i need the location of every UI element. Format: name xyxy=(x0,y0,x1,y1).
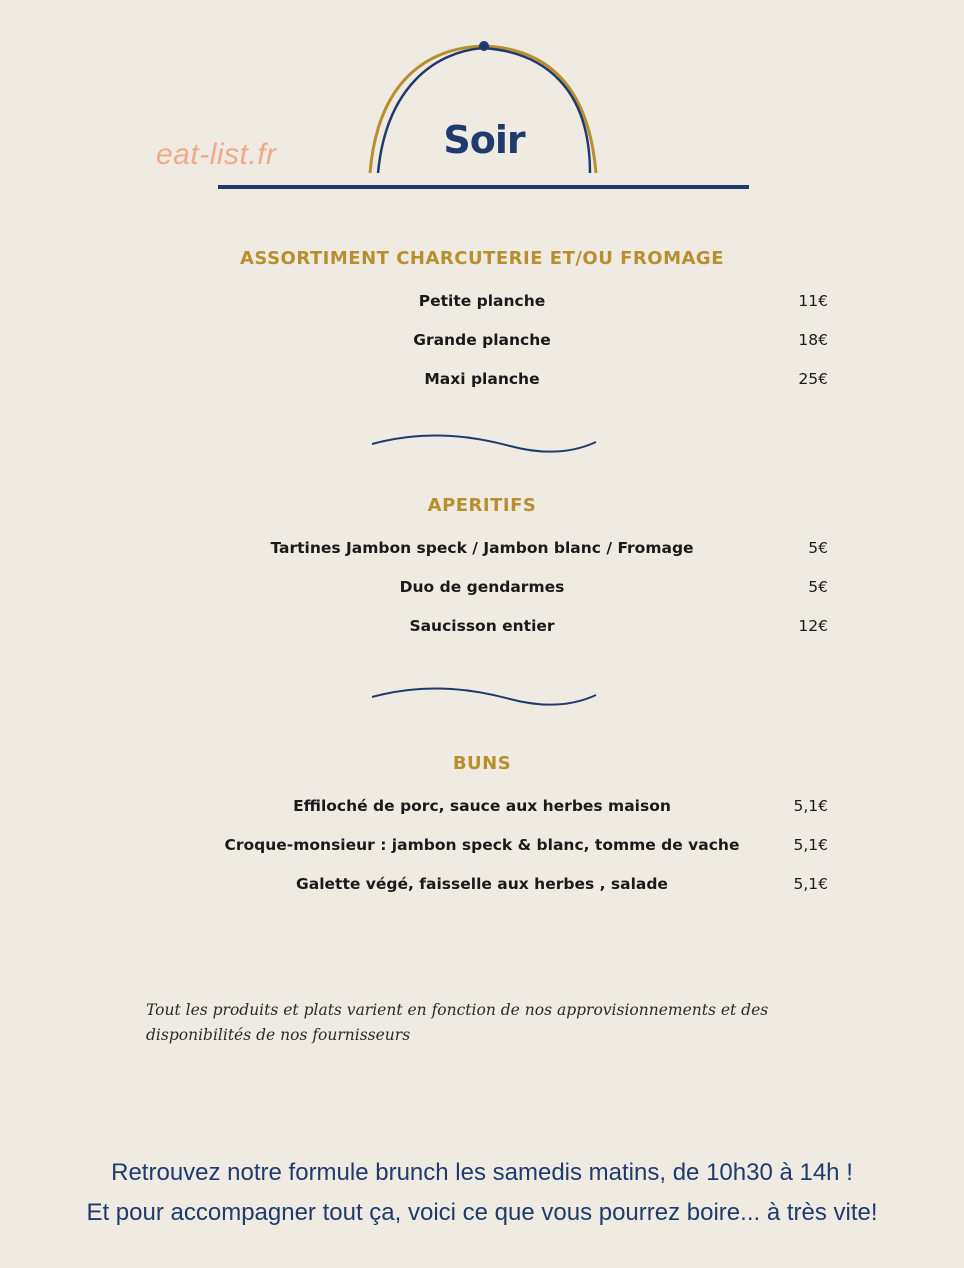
footer-line-drinks: Et pour accompagner tout ça, voici ce que vous pourrez boire... à très vite! xyxy=(86,1199,878,1226)
menu-item-price: 5€ xyxy=(808,539,828,557)
menu-item xyxy=(0,370,964,392)
menu-item xyxy=(0,617,964,639)
menu-item xyxy=(0,539,964,561)
menu-item-price: 25€ xyxy=(798,370,828,388)
menu-item-price: 5€ xyxy=(808,578,828,596)
menu-item-name: Petite planche xyxy=(418,292,546,310)
menu-item xyxy=(0,331,964,353)
section-title-charcuterie: ASSORTIMENT CHARCUTERIE ET/OU FROMAGE xyxy=(240,248,724,269)
menu-item xyxy=(0,875,964,897)
menu-item-price: 5,1€ xyxy=(793,797,828,815)
menu-item-name: Duo de gendarmes xyxy=(399,578,565,596)
menu-item-name: Saucisson entier xyxy=(409,617,555,635)
menu-item-name: Grande planche xyxy=(413,331,551,349)
menu-item-name: Galette végé, faisselle aux herbes , salade xyxy=(296,875,668,893)
menu-item-name: Tartines Jambon speck / Jambon blanc / Fromage xyxy=(270,539,694,557)
menu-item xyxy=(0,797,964,819)
menu-item-price: 11€ xyxy=(798,292,828,310)
menu-item xyxy=(0,292,964,314)
wave-divider xyxy=(370,428,600,458)
menu-item xyxy=(0,836,964,858)
header-rule xyxy=(218,185,749,189)
menu-item-name: Croque-monsieur : jambon speck & blanc, tomme de vache xyxy=(224,836,740,854)
note-line: disponibilités de nos fournisseurs xyxy=(146,1026,411,1044)
note-line: Tout les produits et plats varient en fonction de nos approvisionnements et des xyxy=(146,1001,769,1019)
section-title-buns: BUNS xyxy=(452,753,512,774)
menu-item-name: Maxi planche xyxy=(424,370,540,388)
menu-item xyxy=(0,578,964,600)
section-title-aperitifs: APERITIFS xyxy=(427,495,537,516)
menu-item-price: 5,1€ xyxy=(793,836,828,854)
availability-note xyxy=(146,998,786,1048)
wave-divider xyxy=(370,681,600,711)
footer-line-brunch: Retrouvez notre formule brunch les samedis matins, de 10h30 à 14h ! xyxy=(111,1159,853,1186)
page-title: Soir xyxy=(443,118,525,162)
menu-item-name: Effiloché de porc, sauce aux herbes maison xyxy=(293,797,671,815)
menu-item-price: 12€ xyxy=(798,617,828,635)
menu-item-price: 5,1€ xyxy=(793,875,828,893)
watermark: eat-list.fr xyxy=(156,138,277,171)
menu-item-price: 18€ xyxy=(798,331,828,349)
